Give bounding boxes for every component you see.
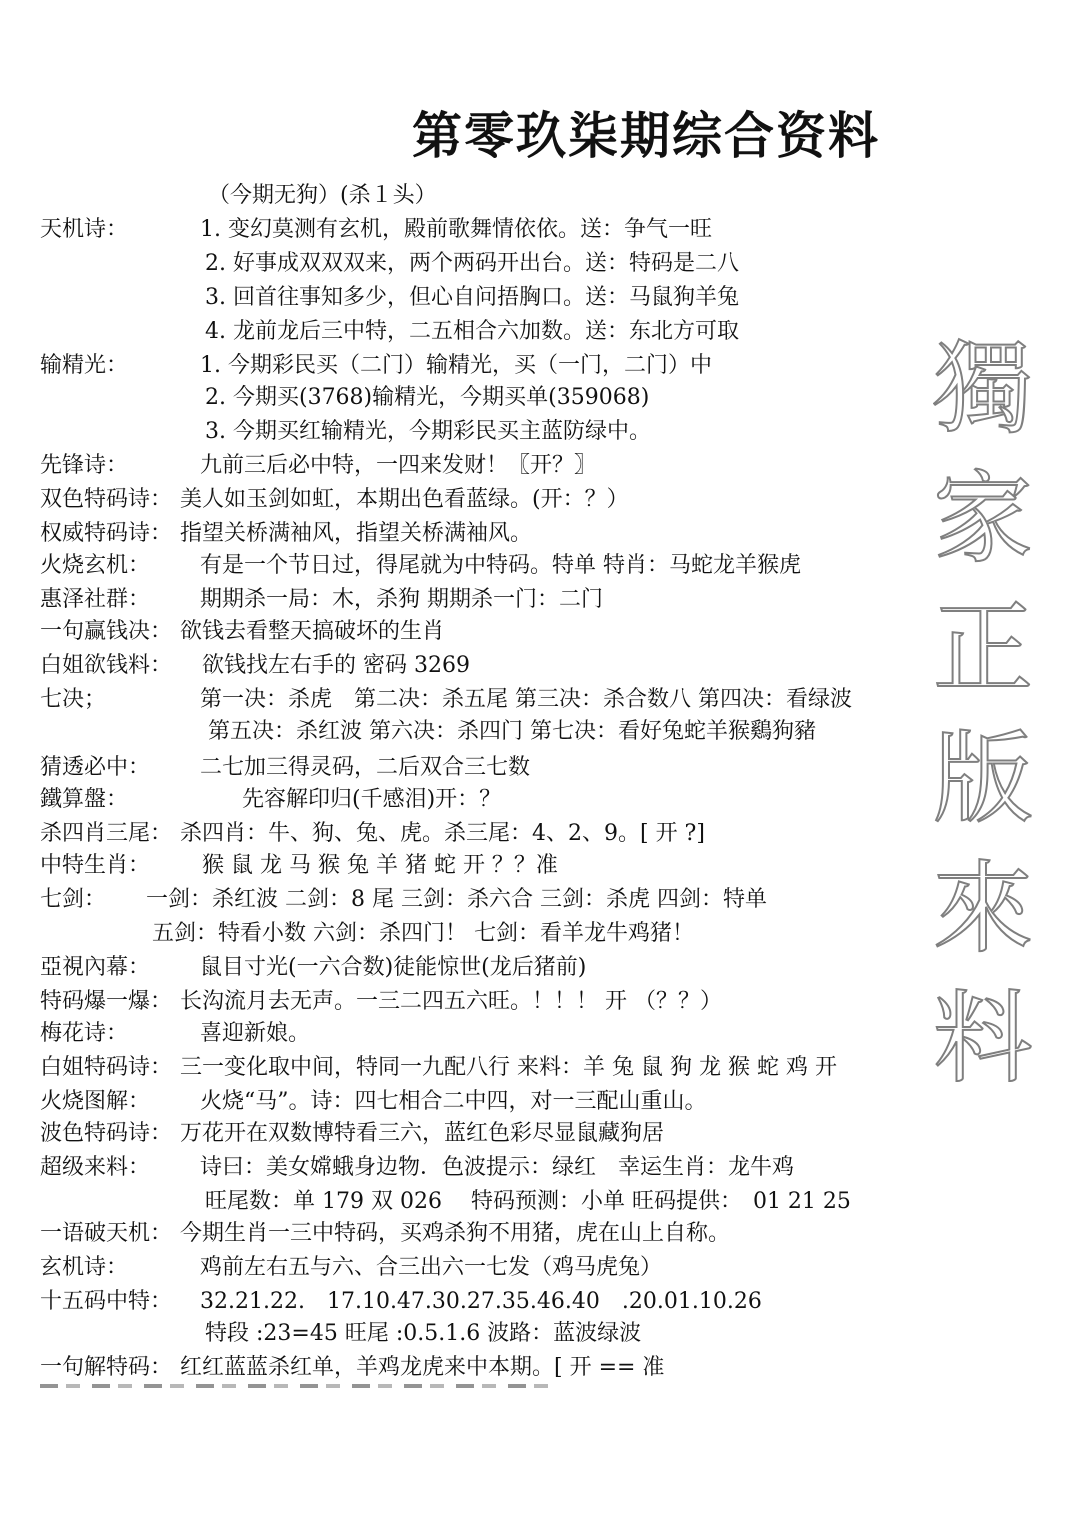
line-label: 惠泽社群： [40, 587, 151, 612]
line-text: 一剑：杀红波 二剑：8 尾 三剑：杀六合 三剑：杀虎 四剑：特单 [146, 887, 767, 912]
line-label: 火烧图解： [40, 1089, 151, 1114]
watermark-char: 版 [933, 720, 1033, 837]
line-text: 万花开在双数博特看三六，蓝红色彩尽显鼠藏狗居 [180, 1121, 665, 1146]
line-label: 权威特码诗： [40, 521, 173, 546]
line-text: 1. 变幻莫测有玄机，殿前歌舞情依依。送：争气一旺 [200, 217, 712, 242]
line-text: 4. 龙前龙后三中特，二五相合六加数。送：东北方可取 [205, 319, 739, 344]
line-label: 双色特码诗： [40, 487, 173, 512]
line-label: 波色特码诗： [40, 1121, 173, 1146]
line-label: 猜透必中： [40, 755, 151, 780]
page-title: 第零玖柒期综合资料 [412, 106, 880, 165]
line-label: 杀四肖三尾： [40, 821, 173, 846]
line-label: 一语破天机： [40, 1221, 173, 1246]
line-text: 二七加三得灵码，二后双合三七数 [200, 755, 531, 780]
line-text: 2. 好事成双双双来，两个两码开出台。送：特码是二八 [205, 251, 739, 276]
line-text: 诗曰：美女嫦蛾身边物．色波提示：绿红 幸运生肖：龙牛鸡 [200, 1155, 795, 1180]
line-text: 鸡前左右五与六、合三出六一七发（鸡马虎兔） [200, 1255, 663, 1280]
line-text: 1. 今期彩民买（二门）输精光，买（一门，二门）中 [200, 353, 712, 378]
line-label: 十五码中特： [40, 1289, 173, 1314]
line-label: 火烧玄机： [40, 553, 151, 578]
line-text: 杀四肖：牛、狗、兔、虎。杀三尾：4、2、9。[ 开 ?] [180, 821, 705, 846]
line-text: 鼠目寸光(一六合数)徒能惊世(龙后猪前) [200, 955, 587, 980]
line-text: 指望关桥满袖风，指望关桥满袖风。 [180, 521, 533, 546]
watermark-char: 家 [933, 460, 1033, 577]
line-text: 九前三后必中特，一四来发财！〖开？〗 [200, 453, 597, 478]
line-label: 超级来料： [40, 1155, 151, 1180]
watermark-char: 來 [933, 850, 1033, 967]
line-label: 一句解特码： [40, 1355, 173, 1380]
line-text: 三一变化取中间，特同一九配八行 来料：羊 兔 鼠 狗 龙 猴 蛇 鸡 开 [180, 1055, 837, 1080]
line-text: 2. 今期买(3768)输精光，今期买单(359068) [205, 385, 650, 410]
line-text: 美人如玉剑如虹，本期出色看蓝绿。(开：？） [180, 487, 629, 512]
watermark-char: 料 [933, 980, 1033, 1097]
line-text: 喜迎新娘。 [200, 1021, 311, 1046]
line-text: 长沟流月去无声。一三二四五六旺。！！！ 开 （？？） [180, 989, 722, 1014]
line-label: 玄机诗： [40, 1255, 129, 1280]
watermark-char: 獨 [933, 330, 1033, 447]
line-label: 先锋诗： [40, 453, 129, 478]
line-text: 有是一个节日过，得尾就为中特码。特单 特肖：马蛇龙羊猴虎 [200, 553, 801, 578]
line-text: 旺尾数：单 179 双 026 特码预测：小单 旺码提供： 01 21 25 [205, 1189, 851, 1214]
line-label: 鐵算盤： [40, 787, 129, 812]
line-text: 特段 :23=45 旺尾 :0.5.1.6 波路：蓝波绿波 [205, 1321, 642, 1346]
line-text: 猴 鼠 龙 马 猴 兔 羊 猪 蛇 开 ？？准 [202, 853, 558, 878]
line-text: 32.21.22. 17.10.47.30.27.35.46.40 .20.01.10.26 [200, 1289, 762, 1314]
line-label: 一句赢钱决： [40, 619, 173, 644]
line-text: 先容解印归(千感泪)开：？ [242, 787, 502, 812]
watermark-char: 正 [933, 590, 1033, 707]
line-label: 白姐特码诗： [40, 1055, 173, 1080]
line-text: 欲钱去看整天搞破坏的生肖 [180, 619, 445, 644]
watermark [918, 330, 1048, 1098]
line-text: 火烧“马”。诗：四七相合二中四，对一三配山重山。 [200, 1089, 707, 1114]
line-text: 第五决：杀红波 第六决：杀四门 第七决：看好兔蛇羊猴鷄狗豬 [208, 719, 816, 744]
line-label: 天机诗： [40, 217, 129, 242]
subtitle: （今期无狗）(杀１头） [208, 183, 437, 208]
line-label: 梅花诗： [40, 1021, 129, 1046]
line-label: 输精光： [40, 353, 129, 378]
line-text: 红红蓝蓝杀红单，羊鸡龙虎来中本期。[ 开 == 准 [180, 1355, 665, 1380]
line-text: 3. 回首往事知多少，但心自问捂胸口。送：马鼠狗羊兔 [205, 285, 739, 310]
line-text: 欲钱找左右手的 密码 3269 [202, 653, 470, 678]
line-label: 亞視內幕： [40, 955, 151, 980]
line-label: 中特生肖： [40, 853, 151, 878]
torn-edge-decoration [40, 1384, 560, 1388]
line-text: 第一决：杀虎 第二决：杀五尾 第三决：杀合数八 第四决：看绿波 [200, 687, 852, 712]
line-text: 五剑：特看小数 六剑：杀四门！ 七剑：看羊龙牛鸡猪！ [152, 921, 694, 946]
line-label: 七剑： [40, 887, 107, 912]
line-text: 期期杀一局：木，杀狗 期期杀一门：二门 [200, 587, 603, 612]
line-label: 白姐欲钱料： [40, 653, 173, 678]
line-label: 七决； [40, 687, 107, 712]
line-label: 特码爆一爆： [40, 989, 173, 1014]
line-text: 3. 今期买红输精光，今期彩民买主蓝防绿中。 [205, 419, 651, 444]
line-text: 今期生肖一三中特码，买鸡杀狗不用猪，虎在山上自称。 [180, 1221, 731, 1246]
